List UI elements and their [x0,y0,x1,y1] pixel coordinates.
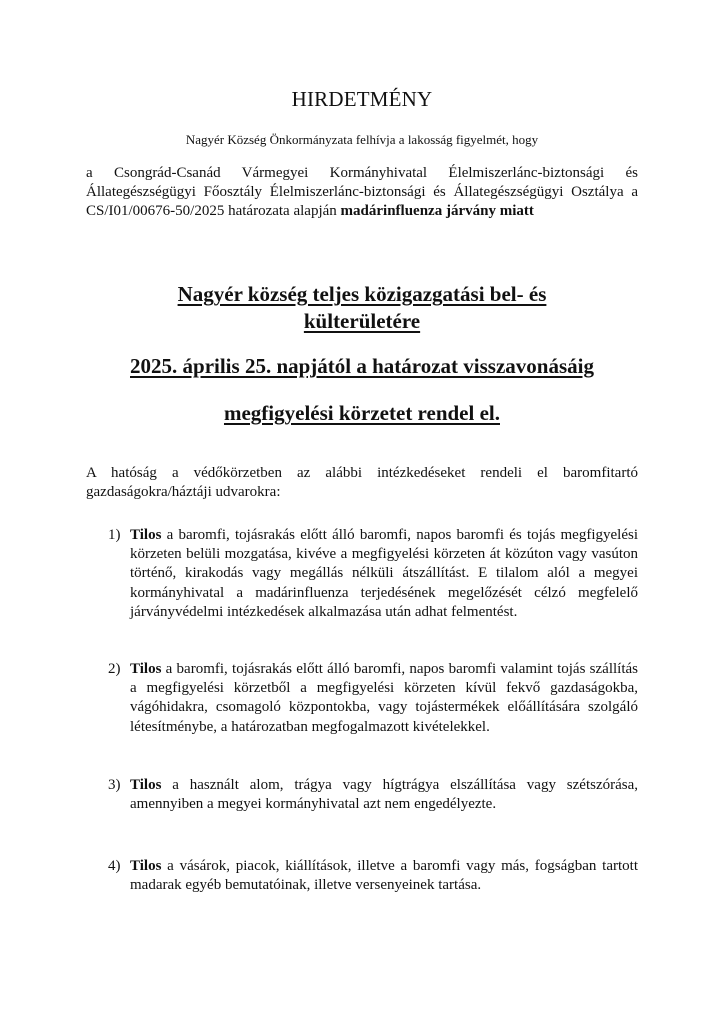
item-text [130,857,638,895]
headline-order: megfigyelési körzetet rendel el. [223,401,500,425]
item-number: 3) [108,777,121,793]
item-number: 1) [108,527,121,543]
list-item [86,660,638,737]
measures-intro: A hatóság a védőkörzetben az alábbi intézkedéseket rendeli el baromfitartó gazdaságokra/háztáji udvarokra: [86,465,638,501]
item-number: 4) [108,858,121,874]
item-bold: Tilos [130,527,162,543]
intro-line: Nagyér Község Önkormányzata felhívja a lakosság figyelmét, hogy [185,132,539,147]
list-item [86,776,638,814]
item-text [130,776,638,814]
item-text [130,660,638,737]
item-text [130,526,638,622]
item-number: 2) [108,661,121,677]
item-body: a használt alom, trágya vagy hígtrágya elszállítása vagy szétszórása, amennyiben a megyei kormányhivatal azt nem engedélyezte. [130,777,638,813]
item-bold: Tilos [130,661,162,677]
item-body: a vásárok, piacok, kiállítások, illetve a baromfi vagy más, fogságban tartott madarak egyéb bemutatóinak, illetve versenyeinek tartása. [130,858,638,894]
item-bold: Tilos [130,777,162,793]
item-bold: Tilos [130,858,162,874]
item-body: a baromfi, tojásrakás előtt álló baromfi, napos baromfi és tojás megfigyelési körzeten belüli mozgatása, kivéve a megfigyelési körzeten át közúton vagy vasúton történő, kirakodás vagy megállás nélküli átszállítást. E tilalom alól a megyei kormányhivatal a madárinfluenza terjedésének megelőzését célzó megfelelő járványvédelmi intézkedések alkalmazása után adhat felmentést. [130,527,638,620]
headline-date: 2025. április 25. napjától a határozat visszavonásáig [130,354,594,378]
authority-text: a Csongrád-Csanád Vármegyei Kormányhivatal Élelmiszerlánc-biztonsági és Állategészségügyi Főosztály Élelmiszerlánc-biztonsági és Állategészségügyi Osztálya a CS/I01/00676-50/2025 határozata alapján [86,165,638,220]
authority-bold: madárinfluenza járvány miatt [340,203,534,220]
document-title: HIRDETMÉNY [291,87,433,111]
authority-paragraph [86,164,638,222]
item-body: a baromfi, tojásrakás előtt álló baromfi, napos baromfi valamint tojás szállítás a megfigyelési körzetből a megfigyelési körzeten kívül fekvő gazdaságokba, vágóhidakra, csomagoló központokba, vagy tojástermékek előállítására szolgáló létesítménybe, a határozatban megfogalmazott kivételekkel. [130,661,638,735]
list-item [86,857,638,895]
list-item [86,526,638,622]
headline-area: Nagyér község teljes közigazgatási bel- és külterületére [177,282,547,333]
